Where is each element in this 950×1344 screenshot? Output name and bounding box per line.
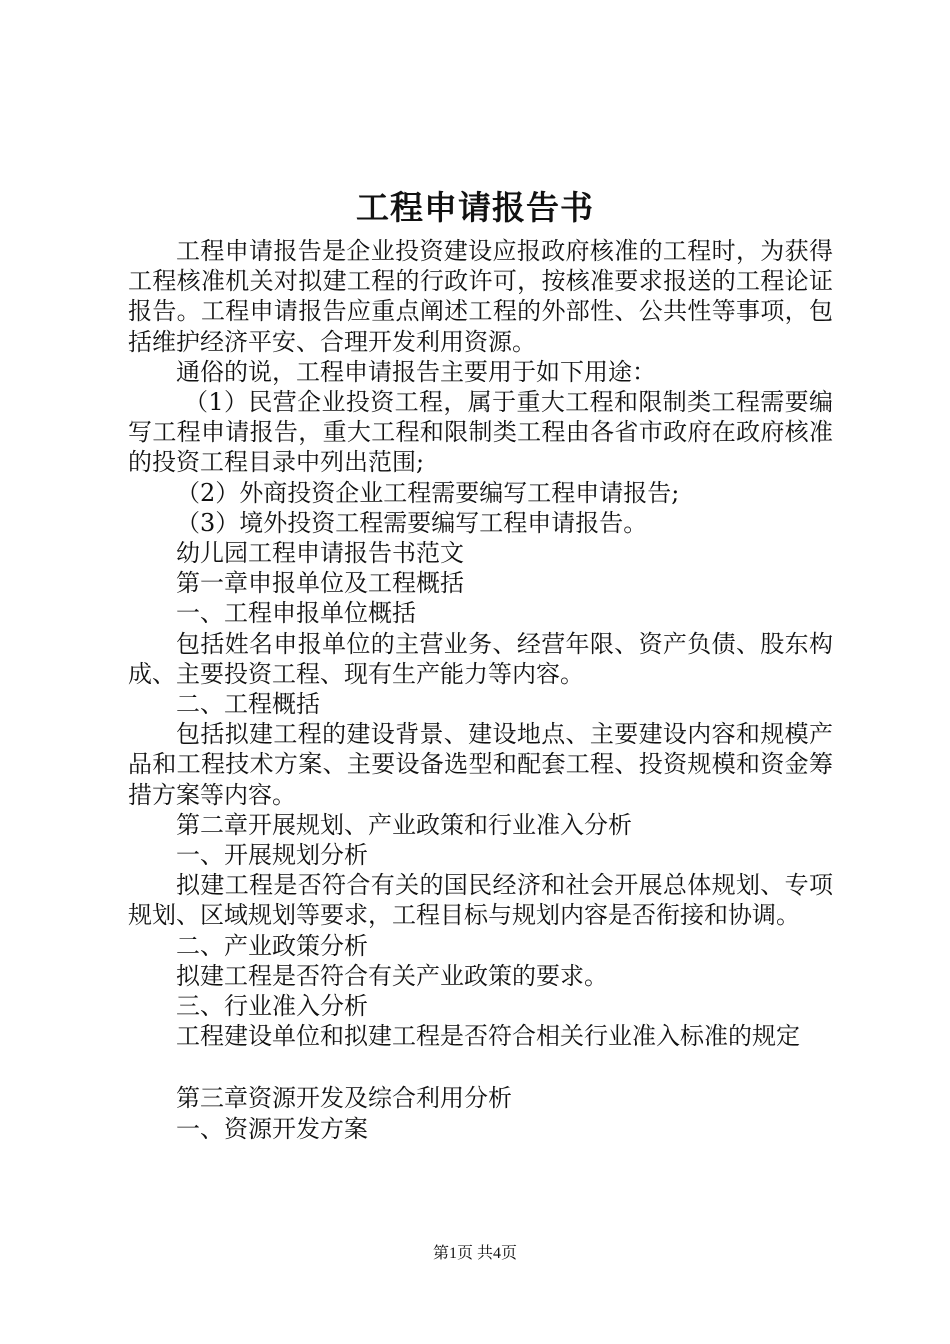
chapter-2-heading: 第二章开展规划、产业政策和行业准入分析 <box>176 810 632 839</box>
chapter-3-heading: 第三章资源开发及综合利用分析 <box>176 1084 512 1113</box>
section-1-1-heading: 一、工程申报单位概括 <box>176 599 416 628</box>
section-2-1-heading: 一、开展规划分析 <box>176 841 368 870</box>
paragraph-usage-1: （1）民营企业投资工程，属于重大工程和限制类工程需要编写工程申请报告，重大工程和限制类工程由各省市政府在政府核准的投资工程目录中列出范围; <box>128 388 833 477</box>
paragraph-usage-3: （3）境外投资工程需要编写工程申请报告。 <box>176 508 648 537</box>
section-2-1-body: 拟建工程是否符合有关的国民经济和社会开展总体规划、专项规划、区域规划等要求，工程目标与规划内容是否衔接和协调。 <box>128 871 833 930</box>
section-2-2-body: 拟建工程是否符合有关产业政策的要求。 <box>176 961 608 990</box>
section-2-3-body: 工程建设单位和拟建工程是否符合相关行业准入标准的规定 <box>176 1022 800 1051</box>
paragraph-intro: 工程申请报告是企业投资建设应报政府核准的工程时，为获得工程核准机关对拟建工程的行政许可，按核准要求报送的工程论证报告。工程申请报告应重点阐述工程的外部性、公共性等事项，包括维护经济平安、合理开发利用资源。 <box>128 237 833 356</box>
chapter-1-heading: 第一章申报单位及工程概括 <box>176 569 464 598</box>
page-number-footer: 第1页 共4页 <box>432 1245 517 1262</box>
blank-line <box>128 1051 833 1083</box>
section-1-2-body: 包括拟建工程的建设背景、建设地点、主要建设内容和规模产品和工程技术方案、主要设备选型和配套工程、投资规模和资金筹措方案等内容。 <box>128 720 833 809</box>
section-1-1-body: 包括姓名申报单位的主营业务、经营年限、资产负债、股东构成、主要投资工程、现有生产能力等内容。 <box>128 629 833 688</box>
section-2-3-heading: 三、行业准入分析 <box>176 992 368 1021</box>
paragraph-usage-intro: 通俗的说，工程申请报告主要用于如下用途： <box>176 357 656 386</box>
document-title: 工程申请报告书 <box>356 188 594 227</box>
paragraph-usage-2: （2）外商投资企业工程需要编写工程申请报告; <box>176 478 680 507</box>
section-3-1-heading: 一、资源开发方案 <box>176 1114 368 1143</box>
document-body <box>128 236 833 1144</box>
paragraph-sample-heading: 幼儿园工程申请报告书范文 <box>176 539 464 568</box>
section-1-2-heading: 二、工程概括 <box>176 690 320 719</box>
section-2-2-heading: 二、产业政策分析 <box>176 931 368 960</box>
